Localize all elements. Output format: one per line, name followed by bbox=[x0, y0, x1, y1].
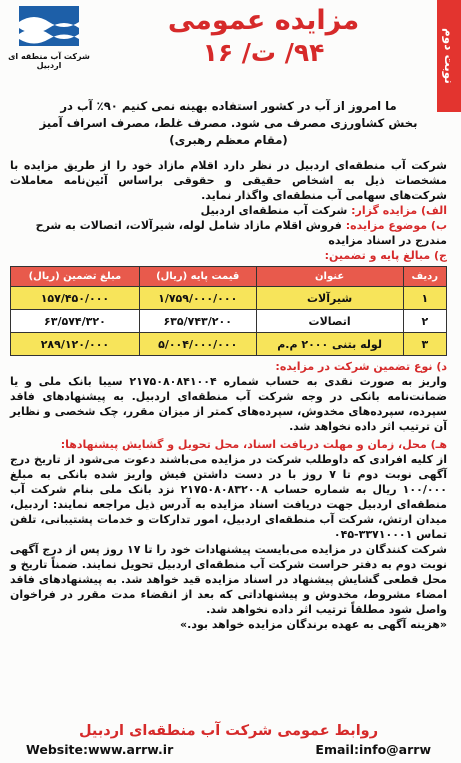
table-row bbox=[11, 333, 447, 356]
footer bbox=[10, 721, 447, 759]
page-title: مزایده عمومی bbox=[167, 5, 360, 36]
section-be-label: ب) موضوع مزایده: bbox=[345, 219, 447, 232]
section-dal bbox=[10, 359, 447, 434]
section-alef bbox=[10, 203, 447, 218]
table-cell: لوله بتنی ۲۰۰۰ م.م bbox=[256, 333, 403, 356]
water-wave-icon bbox=[19, 6, 79, 46]
section-alef-label: الف) مزایده گزار: bbox=[351, 204, 447, 217]
table-header: ردیف bbox=[403, 267, 446, 287]
table-cell: ۲ bbox=[403, 310, 446, 333]
quote-author: (مقام معظم رهبری) bbox=[169, 133, 288, 147]
leader-quote bbox=[10, 98, 447, 149]
email-link[interactable]: Email:info@arrw bbox=[315, 742, 431, 757]
table-row bbox=[11, 287, 447, 310]
table-cell: ۵/۰۰۴/۰۰۰/۰۰۰ bbox=[139, 333, 256, 356]
quote-line-1: ما امروز از آب در کشور استفاده بهینه نمی کنیم ۹۰٪ آب در bbox=[60, 99, 397, 113]
table-header: قیمت پایه (ریال) bbox=[139, 267, 256, 287]
round-badge: نوبت دوم bbox=[437, 0, 461, 112]
table-cell: شیرآلات bbox=[256, 287, 403, 310]
section-dal-label: د) نوع تضمین شرکت در مزایده: bbox=[275, 360, 447, 373]
intro-paragraph: شرکت آب منطقه‌ای اردبیل در نظر دارد اقلام مازاد خود را از طریق مزایده با مشخصات ذیل به اشخاص حقیقی و حقوقی براساس آئین‌نامه معاملات شرکت‌های سهامی آب منطقه‌ای واگذار نماید. bbox=[10, 159, 447, 202]
section-he-text: از کلیه افرادی که داوطلب شرکت در مزایده می‌باشند دعوت می‌شود از تاریخ درج آگهی نوبت دوم تا ۷ روز با در دست داشتن فیش واریز شده بانکی به مبلغ ۱۰۰/۰۰۰ ریال به شماره حساب ۲۱۷۵۰۸۰۸۳۲۰۰۸ نزد بانک ملی بنام شرکت آب منطقه‌ای اردبیل جهت دریافت اسناد مزایده به آدرس ذیل مراجعه نمایند: اردبیل، میدان ارتش، شرکت آب منطقه‌ای اردبیل، امور تدارکات و خدمات پشتیبانی، تلفن تماس ۳۳۷۱۰۰۰۱-۰۴۵ bbox=[10, 453, 447, 541]
section-be bbox=[10, 218, 447, 248]
organization-name: شرکت آب منطقه ای اردبیل bbox=[8, 52, 90, 70]
table-cell: ۳ bbox=[403, 333, 446, 356]
footer-title: روابط عمومی شرکت آب منطقه‌ای اردبیل bbox=[78, 723, 379, 739]
table-row bbox=[11, 310, 447, 333]
advertisement-body bbox=[10, 158, 447, 632]
section-jim bbox=[10, 248, 447, 263]
table-cell: ۶۳۵/۷۴۳/۲۰۰ bbox=[139, 310, 256, 333]
section-jim-label: ج) مبالغ پایه و تضمین: bbox=[324, 249, 447, 262]
table-cell: ۲۸۹/۱۲۰/۰۰۰ bbox=[11, 333, 140, 356]
section-he bbox=[10, 437, 447, 632]
section-be-text: فروش اقلام مازاد شامل لوله، شیرآلات، اتصالات به شرح مندرج در اسناد مزایده bbox=[35, 219, 447, 247]
footer-contacts bbox=[10, 741, 447, 759]
organization-logo bbox=[6, 6, 92, 70]
table-cell: اتصالات bbox=[256, 310, 403, 333]
section-he-label: هـ) محل، زمان و مهلت دریافت اسناد، محل تحویل و گشایش پیشنهادها: bbox=[60, 438, 447, 451]
table-cell: ۱/۷۵۹/۰۰۰/۰۰۰ bbox=[139, 287, 256, 310]
advertising-cost-note: «هزینه آگهی به عهده برندگان مزایده خواهد بود.» bbox=[180, 618, 447, 631]
table-header: عنوان bbox=[256, 267, 403, 287]
website-link[interactable]: Website:www.arrw.ir bbox=[26, 742, 174, 757]
section-alef-text: شرکت آب منطقه‌ای اردبیل bbox=[200, 204, 348, 217]
quote-line-2: بخش کشاورزی مصرف می شود. مصرف غلط، مصرف اسراف آمیز bbox=[39, 116, 418, 130]
table-cell: ۱۵۷/۴۵۰/۰۰۰ bbox=[11, 287, 140, 310]
table-cell: ۶۳/۵۷۴/۳۲۰ bbox=[11, 310, 140, 333]
tender-number: ۹۴/ ت/ ۱۶ bbox=[202, 38, 325, 67]
section-he-text-2: شرکت کنندگان در مزایده می‌بایست پیشنهادات خود را تا ۱۷ روز پس از درج آگهی نوبت دوم به دفتر حراست شرکت آب منطقه‌ای اردبیل تحویل نمایند. ضمناً تاریخ و محل قطعی گشایش پیشنهاد در اسناد مزایده قید خواهد شد. به پیشنهادهای فاقد امضاء مشروط، مخدوش و پیشنهاداتی که بعد از انقضاء مدت مقرر در فراخوان واصل شود مطلقاً ترتیب اثر داده نخواهد شد. bbox=[10, 543, 447, 616]
items-table bbox=[10, 266, 447, 356]
table-header-row bbox=[11, 267, 447, 287]
section-dal-text: واریز به صورت نقدی به حساب شماره ۲۱۷۵۰۸۰۸۴۱۰۰۴ سیبا بانک ملی و یا ضمانت‌نامه بانکی در وجه شرکت آب منطقه‌ای اردبیل. به پیشنهادهای فاقد سپرده، سپرده‌های مخدوش، سپرده‌های کمتر از میزان مقرر، چک شخصی و نظایر آن ترتیب اثر داده نخواهد شد. bbox=[10, 375, 448, 433]
table-cell: ۱ bbox=[403, 287, 446, 310]
table-header: مبلغ تضمین (ریال) bbox=[11, 267, 140, 287]
title-block bbox=[96, 6, 431, 68]
